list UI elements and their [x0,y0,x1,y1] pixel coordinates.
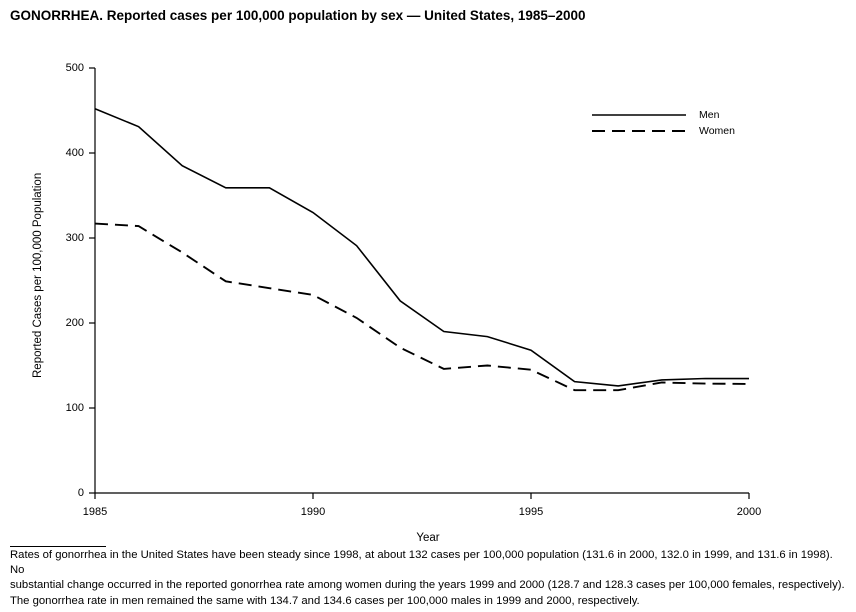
series-line-women [95,224,749,391]
footnote-divider [10,546,106,547]
chart-svg [0,40,856,540]
title-rest: Reported cases per 100,000 population by sex — United States, 1985–2000 [103,8,586,23]
footnote-line-2: substantial change occurred in the reported gonorrhea rate among women during the years 1999 and 2000 (128.7 and 128.3 cases per 100,000 females, respectively). [10,579,845,592]
y-tick-label-100: 100 [65,402,84,414]
x-tick-label-1990: 1990 [300,506,326,518]
x-tick-label-1995: 1995 [518,506,544,518]
x-tick-label-1985: 1985 [82,506,108,518]
footnote-line-3: The gonorrhea rate in men remained the same with 134.7 and 134.6 cases per 100,000 males in 1999 and 2000, respectively. [10,594,640,607]
y-tick-label-500: 500 [65,62,84,74]
y-tick-label-200: 200 [65,317,84,329]
title-disease: GONORRHEA. [10,8,104,23]
y-tick-label-0: 0 [77,487,84,499]
footnote-line-1: Rates of gonorrhea in the United States have been steady since 1998, at about 132 cases per 100,000 population (131.6 in 2000, 132.0 in 1999, and 131.6 in 1998). No [10,549,833,577]
page-title [10,8,585,23]
footnote [10,548,848,609]
x-axis-label: Year [416,532,440,544]
legend-label-women: Women [699,125,735,137]
legend-label-men: Men [699,109,720,121]
y-axis-label: Reported Cases per 100,000 Population [32,172,44,378]
x-tick-label-2000: 2000 [736,506,762,518]
y-tick-label-400: 400 [65,147,84,159]
series-line-men [95,109,749,386]
chart-plot-area [0,40,856,544]
y-tick-label-300: 300 [65,232,84,244]
